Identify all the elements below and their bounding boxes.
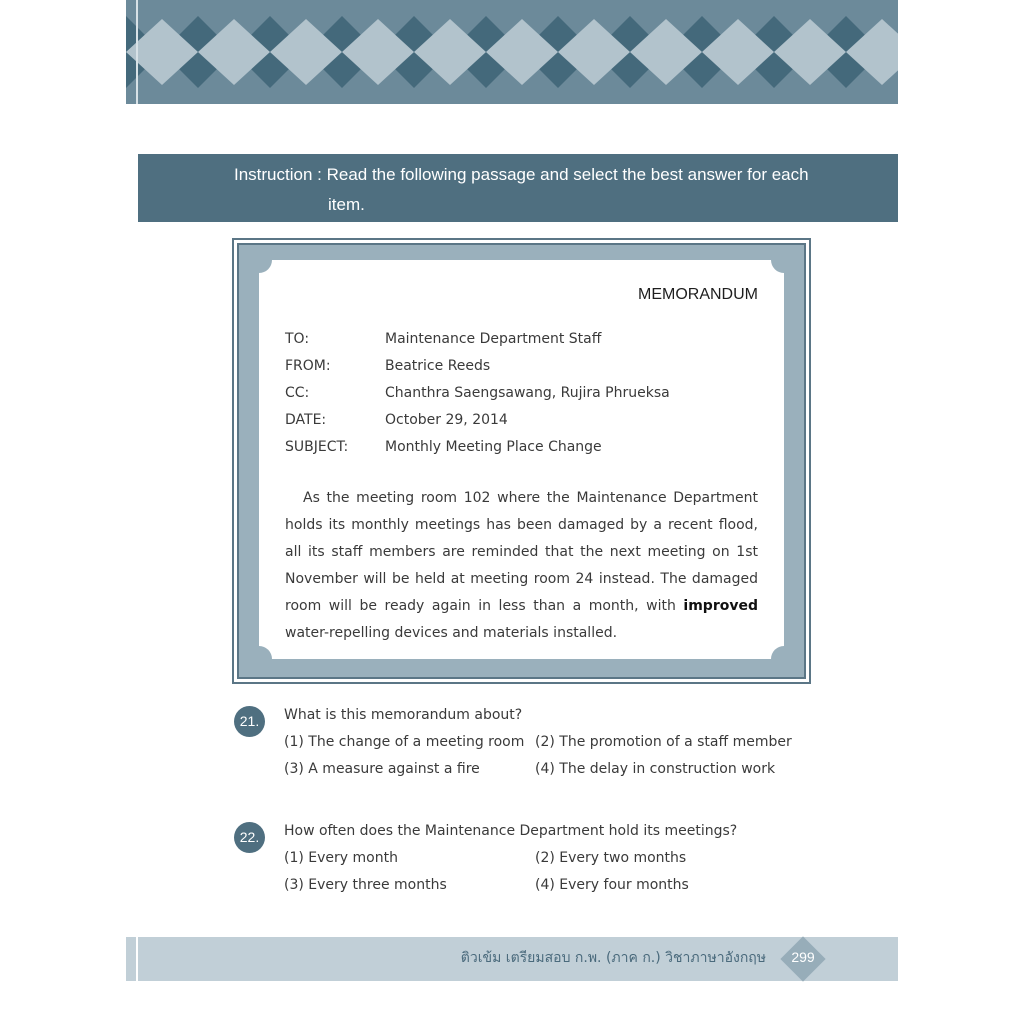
memo-field-to	[285, 326, 670, 353]
question-text: What is this memorandum about?	[284, 707, 523, 723]
answer-option-4[interactable]: (4) The delay in construction work	[535, 761, 776, 777]
footer-divider	[136, 937, 138, 981]
memo-field-subject	[285, 434, 670, 461]
answer-option-1[interactable]: (1) Every month	[284, 850, 398, 866]
instruction-text: Instruction : Read the following passage and select the best answer for each	[234, 165, 809, 184]
frame-corner-notch	[246, 247, 272, 273]
page-number-badge	[780, 936, 826, 982]
banner-divider	[136, 0, 138, 104]
question-number-badge: 22.	[234, 822, 265, 853]
memo-border	[237, 243, 806, 679]
field-value: Chanthra Saengsawang, Rujira Phrueksa	[385, 385, 670, 401]
field-label: CC:	[285, 385, 310, 401]
memo-field-date	[285, 407, 670, 434]
book-title: ติวเข้ม เตรียมสอบ ก.พ. (ภาค ก.) วิชาภาษาอังกฤษ	[460, 950, 766, 966]
field-value: Maintenance Department Staff	[385, 331, 602, 347]
field-label: TO:	[285, 331, 310, 347]
instruction-bar	[138, 154, 898, 222]
diamond-pattern	[126, 14, 898, 90]
frame-corner-notch	[771, 247, 797, 273]
memo-card	[259, 260, 784, 659]
answer-option-2[interactable]: (2) Every two months	[535, 850, 687, 866]
memo-body	[285, 485, 758, 647]
question-number-badge: 21.	[234, 706, 265, 737]
field-label: SUBJECT:	[285, 439, 349, 455]
memo-title: MEMORANDUM	[638, 286, 758, 303]
answer-option-3[interactable]: (3) Every three months	[284, 877, 447, 893]
field-value: October 29, 2014	[385, 412, 508, 428]
field-label: FROM:	[285, 358, 331, 374]
decorative-header-banner	[126, 0, 898, 104]
question-text: How often does the Maintenance Department hold its meetings?	[284, 823, 738, 839]
answer-option-3[interactable]: (3) A measure against a fire	[284, 761, 480, 777]
memo-frame	[232, 238, 811, 684]
answer-option-1[interactable]: (1) The change of a meeting room	[284, 734, 525, 750]
memo-field-cc	[285, 380, 670, 407]
field-value: Monthly Meeting Place Change	[385, 439, 602, 455]
memo-body-text-end: water-repelling devices and materials installed.	[285, 625, 618, 641]
memo-body-text: As the meeting room 102 where the Maintenance Department holds its monthly meetings has been damaged by a recent flood, all its staff members are reminded that the next meeting on 1st November will be held at meeting room 24 instead. The damaged room will be ready again in less than a month, with	[285, 490, 758, 614]
memo-field-from	[285, 353, 670, 380]
page-number: 299	[791, 949, 815, 965]
memo-body-emphasis: improved	[683, 598, 758, 614]
answer-option-4[interactable]: (4) Every four months	[535, 877, 689, 893]
field-value: Beatrice Reeds	[385, 358, 491, 374]
answer-option-2[interactable]: (2) The promotion of a staff member	[535, 734, 792, 750]
field-label: DATE:	[285, 412, 327, 428]
frame-corner-notch	[246, 646, 272, 672]
frame-corner-notch	[771, 646, 797, 672]
instruction-text-continued: item.	[328, 195, 365, 214]
memo-header-fields	[285, 326, 670, 461]
